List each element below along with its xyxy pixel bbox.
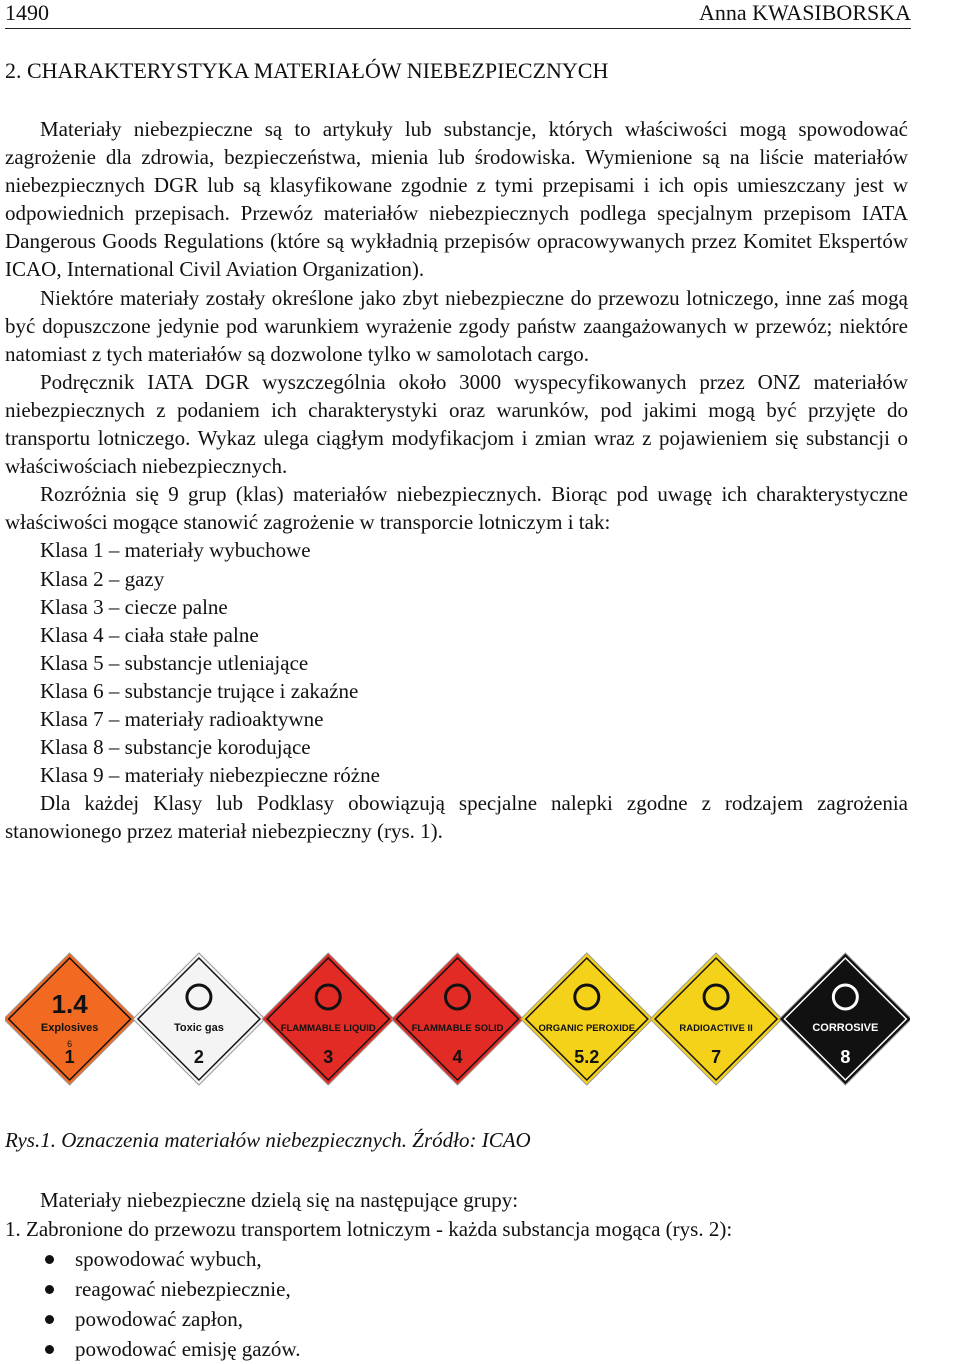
class-item-8: Klasa 8 – substancje korodujące [40, 735, 311, 760]
bullet-item: powodować emisję gazów. [5, 1334, 908, 1364]
hazard-label-3 [262, 953, 394, 1085]
label-class-number: 2 [193, 1047, 204, 1067]
label-class-number: 8 [840, 1047, 851, 1067]
label-text: Toxic gas [173, 1022, 224, 1034]
class-item-9: Klasa 9 – materiały niebezpieczne różne [40, 763, 380, 788]
groups-section [5, 1186, 908, 1364]
class-item-2: Klasa 2 – gazy [40, 566, 165, 591]
label-class-number: 4 [452, 1047, 463, 1067]
groups-intro: Materiały niebezpieczne dzielą się na następujące grupy: [40, 1188, 519, 1212]
page-number: 1490 [5, 0, 49, 25]
body-text [5, 115, 908, 845]
paragraph-4: Rozróżnia się 9 grup (klas) materiałów niebezpiecznych. Biorąc pod uwagę ich charakterystyczne właściwości mogące stanowić zagrożenie w transporcie lotniczym i tak: [5, 482, 908, 535]
label-text: FLAMMABLE LIQUID [280, 1023, 376, 1034]
group-1-bullets [5, 1244, 908, 1364]
author-name: Anna KWASIBORSKA [698, 0, 911, 25]
label-text: RADIOACTIVE II [679, 1023, 753, 1034]
hazard-label-4 [392, 953, 524, 1085]
paragraph-3: Podręcznik IATA DGR wyszczególnia około 3000 wyspecyfikowanych przez ONZ materiałów niebezpiecznych z podaniem ich charakterystyki oraz warunków, pod jakimi mogą być przyjęte do transportu lotniczego. Wykaz ulega ciągłym modyfikacjom i zmian wraz z pojawieniem się substancji o właściwościach niebezpiecznych. [5, 369, 908, 479]
class-item-6: Klasa 6 – substancje trujące i zakaźne [40, 678, 359, 703]
hazard-label-2 [133, 953, 265, 1085]
class-item-4: Klasa 4 – ciała stałe palne [40, 622, 259, 647]
hazard-class-list [5, 536, 908, 789]
paragraph-5: Dla każdej Klasy lub Podklasy obowiązują specjalne nalepki zgodne z rodzajem zagrożenia stanowionego przez materiał niebezpieczny (rys. 1). [5, 791, 908, 844]
class-item-7: Klasa 7 – materiały radioaktywne [40, 706, 324, 731]
section-title: 2. CHARAKTERYSTYKA MATERIAŁÓW NIEBEZPIECZNYCH [5, 58, 609, 83]
label-class-number: 3 [323, 1047, 334, 1067]
bullet-item: reagować niebezpiecznie, [5, 1274, 908, 1304]
class-item-3: Klasa 3 – ciecze palne [40, 594, 228, 619]
page-header [5, 0, 911, 29]
hazard-label-7 [779, 953, 910, 1085]
label-text: CORROSIVE [812, 1022, 879, 1034]
bullet-item: powodować zapłon, [5, 1304, 908, 1334]
label-division: 1.4 [51, 989, 88, 1019]
label-small-number: 6 [67, 1039, 73, 1049]
group-1-heading: 1. Zabronione do przewozu transportem lotniczym - każda substancja mogąca (rys. 2): [5, 1217, 733, 1241]
hazard-labels-figure [5, 948, 910, 1090]
hazard-labels-svg [5, 948, 910, 1090]
bullet-item: spowodować wybuch, [5, 1244, 908, 1274]
label-class-number: 5.2 [574, 1047, 600, 1067]
paragraph-1: Materiały niebezpieczne są to artykuły lub substancje, których właściwości mogą spowodować zagrożenie dla zdrowia, bezpieczeństwa, mienia lub środowiska. Wymienione są na liście materiałów niebezpiecznych DGR lub są klasyfikowane zgodnie z tymi przepisami i ich opis umieszczany jest w odpowiednich przepisach. Przewóz materiałów niebezpiecznych podlega specjalnym przepisom IATA Dangerous Goods Regulations (które są wykładnią przepisów opracowywanych przez Komitet Ekspertów ICAO, International Civil Aviation Organization). [5, 117, 908, 282]
label-text: Explosives [40, 1022, 99, 1034]
class-item-1: Klasa 1 – materiały wybuchowe [40, 538, 311, 563]
figure-caption: Rys.1. Oznaczenia materiałów niebezpiecznych. Źródło: ICAO [5, 1128, 531, 1152]
hazard-label-6 [650, 953, 782, 1085]
class-item-5: Klasa 5 – substancje utleniające [40, 650, 309, 675]
label-class-number: 1 [64, 1047, 75, 1067]
label-text: ORGANIC PEROXIDE [538, 1023, 636, 1034]
label-text: FLAMMABLE SOLID [411, 1023, 504, 1034]
hazard-label-5 [521, 953, 653, 1085]
label-class-number: 7 [711, 1047, 722, 1067]
hazard-label-1 [5, 953, 136, 1085]
paragraph-2: Niektóre materiały zostały określone jako zbyt niebezpieczne do przewozu lotniczego, inne zaś mogą być dopuszczone jedynie pod warunkiem wyrażenie zgody państw zaangażowanych w przewóz; niektóre natomiast z tych materiałów są dozwolone tylko w samolotach cargo. [5, 285, 908, 366]
